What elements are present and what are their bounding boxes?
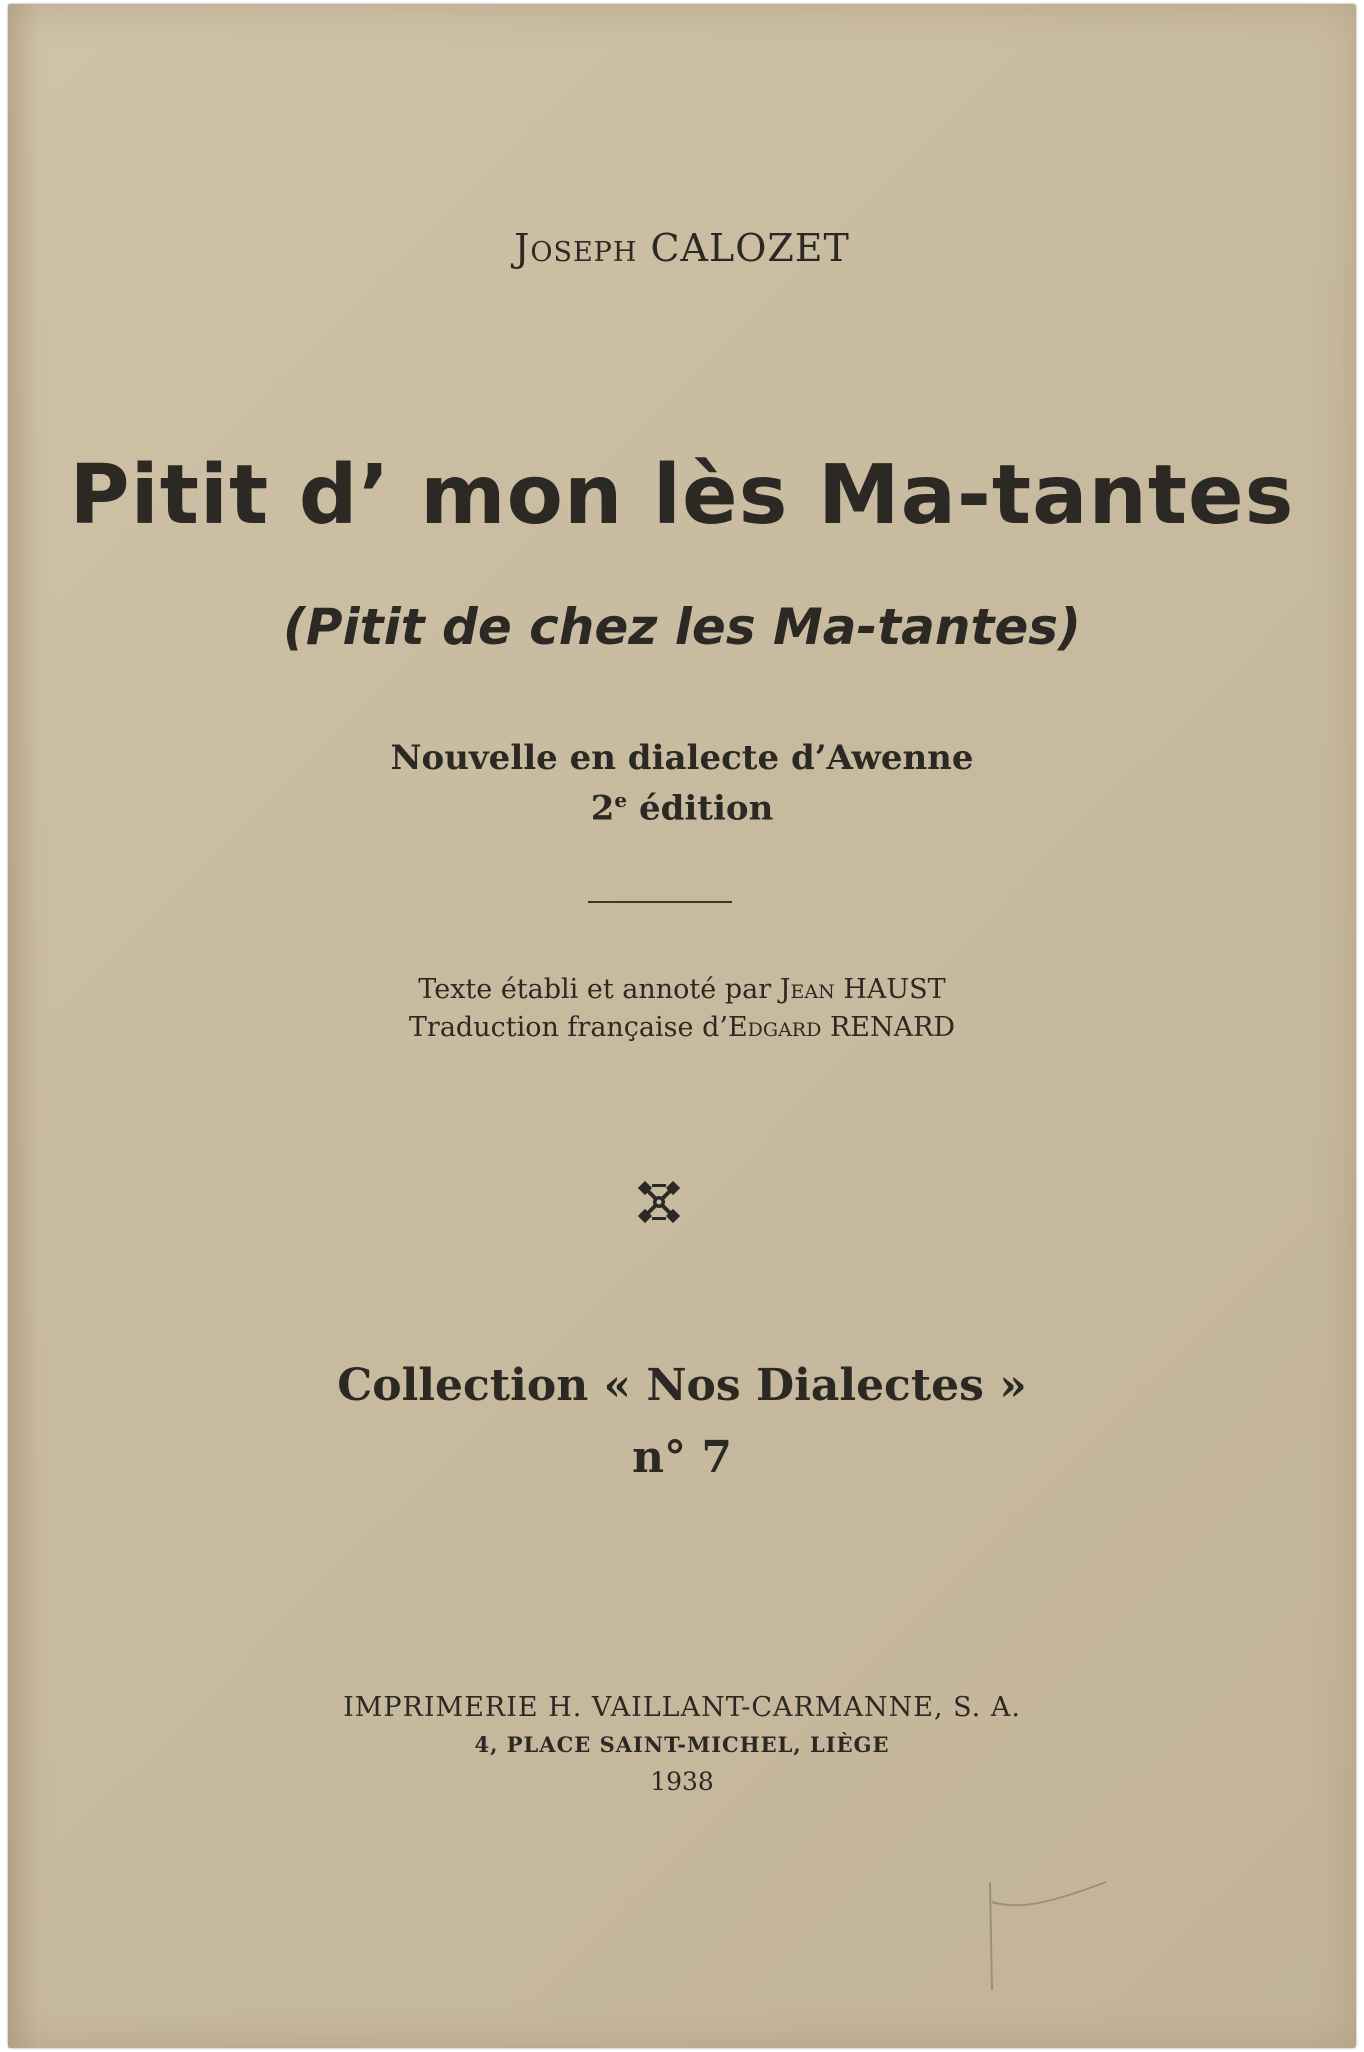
editor-credit-prefix: Texte établi et annoté par xyxy=(418,974,772,1005)
editor-first-name: Jean xyxy=(779,974,835,1005)
editor-last-name: HAUST xyxy=(843,974,946,1005)
book-subtitle: (Pitit de chez les Ma-tantes) xyxy=(283,598,1081,656)
author-first-name: Joseph xyxy=(514,226,638,270)
editor-credit xyxy=(0,974,1364,1005)
edition-word: édition xyxy=(638,788,774,829)
edition-suffix: e xyxy=(614,788,628,812)
translator-first-name: Edgard xyxy=(727,1012,822,1043)
genre-line: Nouvelle en dialecte d’Awenne xyxy=(390,738,974,778)
publisher-address: 4, PLACE SAINT-MICHEL, LIÈGE xyxy=(474,1732,890,1757)
translator-credit xyxy=(0,1012,1364,1043)
publisher-name: IMPRIMERIE H. VAILLANT-CARMANNE, S. A. xyxy=(343,1692,1021,1723)
paper-crease-mark xyxy=(988,1880,1108,2000)
edition-line xyxy=(0,788,1364,828)
book-title: Pitit d’ mon lès Ma-tantes xyxy=(69,448,1295,543)
edition-number: 2 xyxy=(590,788,615,829)
author-name xyxy=(0,226,1364,270)
collection-number: n° 7 xyxy=(632,1432,732,1483)
author-last-name: CALOZET xyxy=(650,226,850,270)
divider-rule xyxy=(588,901,732,903)
translator-credit-prefix: Traduction française d’ xyxy=(408,1012,728,1043)
translator-last-name: RENARD xyxy=(829,1012,956,1043)
publication-year: 1938 xyxy=(650,1767,714,1796)
fleuron-ornament-icon xyxy=(638,1181,680,1223)
collection-name: Collection « Nos Dialectes » xyxy=(337,1360,1027,1411)
